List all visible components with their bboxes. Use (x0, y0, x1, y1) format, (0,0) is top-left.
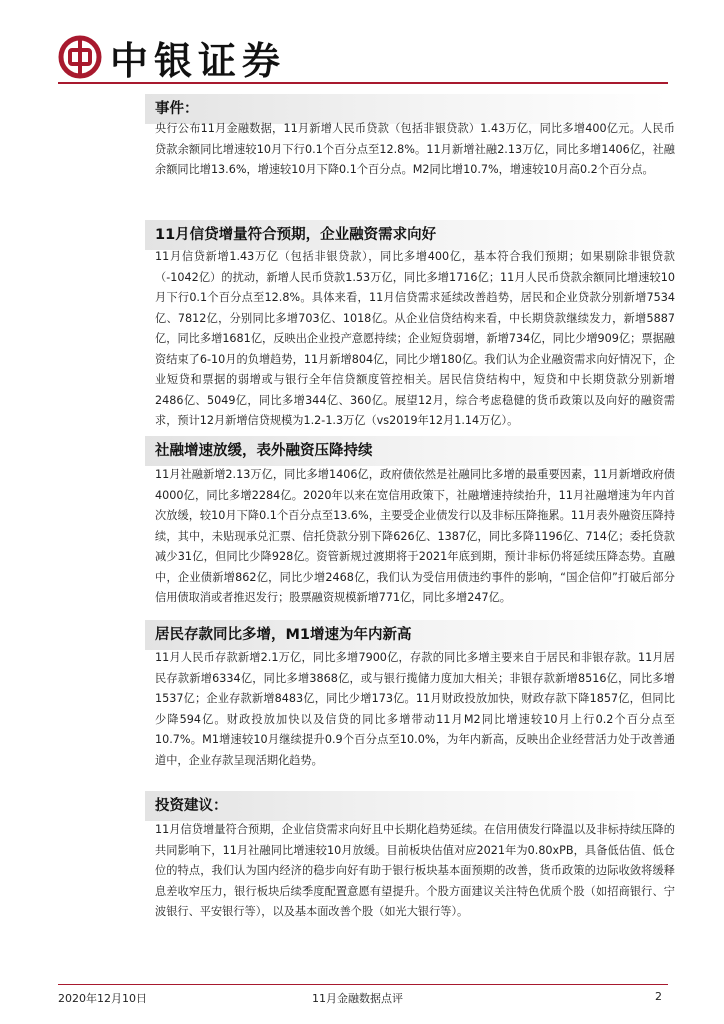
footer-divider (58, 984, 668, 985)
section-title-deposits: 居民存款同比多增，M1增速为年内新高 (155, 627, 412, 643)
paragraph-investment: 11月信贷增量符合预期，企业信贷需求向好且中长期化趋势延续。在信用债发行降温以及非标持续压降的共同影响下，11月社融同比增速较10月放缓。目前板块估值对应2021年为0.80xPB，具备低估值、低仓位的特点，我们认为国内经济的稳步向好有助于银行板块基本面预期的改善，货币政策的边际收敛将缓释息差收窄压力，银行板块后续季度配置意愿有望提升。个股方面建议关注特色优质个股（如招商银行、宁波银行、平安银行等），以及基本面改善个股（如光大银行等）。 (155, 823, 675, 918)
section-title-social-financing: 社融增速放缓，表外融资压降持续 (155, 443, 373, 459)
paragraph-credit: 11月信贷新增1.43万亿（包括非银贷款），同比多增400亿，基本符合我们预期；如果剔除非银贷款（-1042亿）的扰动，新增人民币贷款1.53万亿，同比多增1716亿；11月人民币贷款余额同比增速较10月下行0.1个百分点至12.8%。具体来看，11月信贷需求延续改善趋势，居民和企业贷款分别新增7534亿、7812亿，分别同比多增703亿、1018亿。从企业信贷结构来看，中长期贷款继续发力，新增5887亿，同比多增1681亿，反映出企业投产意愿持续；企业短贷弱增，新增734亿，同比少增909亿；票据融资结束了6-10月的负增趋势，11月新增804亿，同比少增180亿。我们认为企业融资需求向好情况下，企业短贷和票据的弱增或与银行全年信贷额度管控相关。居民信贷结构中，短贷和中长期贷款分别新增2486亿、5049亿，同比多增344亿、360亿。展望12月，综合考虑稳健的货币政策以及向好的融资需求，预计12月新增信贷规模为1.2-1.3万亿（vs2019年12月1.14万亿）。 (155, 250, 675, 427)
paragraph-deposits: 11月人民币存款新增2.1万亿，同比多增7900亿，存款的同比多增主要来自于居民和非银存款。11月居民存款新增6334亿，同比多增3868亿，或与银行揽储力度加大相关；非银存款新增8516亿，同比多增1537亿；企业存款新增8483亿，同比少增173亿。11月财政投放加快，财政存款下降1857亿，但同比少降594亿。财政投放加快以及信贷的同比多增带动11月M2同比增速较10月上行0.2个百分点至10.7%。M1增速较10月继续提升0.9个百分点至10.0%，为年内新高，反映出企业经营活力处于改善通道中，企业存款呈现活期化趋势。 (155, 651, 675, 767)
section-title-investment: 投资建议： (155, 798, 228, 814)
brand-name: 中银证券 (110, 37, 287, 83)
footer-doc-title: 11月金融数据点评 (312, 992, 403, 1005)
header-divider (58, 82, 668, 84)
footer-date: 2020年12月10日 (58, 992, 147, 1005)
section-title-credit: 11月信贷增量符合预期，企业融资需求向好 (155, 227, 437, 243)
paragraph-social-financing: 11月社融新增2.13万亿，同比多增1406亿，政府债依然是社融同比多增的最重要因素，11月新增政府债4000亿，同比多增2284亿。2020年以来在宽信用政策下，社融增速持续抬升，11月社融增速为年内首次放缓，较10月下降0.1个百分点至13.6%，主要受企业债发行以及非标压降拖累。11月表外融资压降持续，其中，未贴现承兑汇票、信托贷款分别下降626亿、1387亿，同比多降1196亿、714亿；委托贷款减少31亿，但同比少降928亿。资管新规过渡期将于2021年底到期，预计非标仍将延续压降态势。直融中，企业债新增862亿，同比少增2468亿，我们认为受信用债违约事件的影响，“国企信仰”打破后部分信用债取消或者推迟发行；股票融资规模新增771亿，同比多增247亿。 (155, 468, 675, 604)
paragraph-event: 央行公布11月金融数据，11月新增人民币贷款（包括非银贷款）1.43万亿，同比多增400亿元。人民币贷款余额同比增速较10月下行0.1个百分点至12.8%。11月新增社融2.13万亿，同比多增1406亿，社融余额同比增13.6%，增速较10月下降0.1个百分点。M2同比增10.7%，增速较10月高0.2个百分点。 (155, 122, 675, 176)
bank-of-china-logo-icon (58, 35, 102, 79)
section-title-event: 事件： (155, 101, 199, 117)
page-header (58, 26, 668, 88)
page-number: 2 (655, 990, 662, 1003)
